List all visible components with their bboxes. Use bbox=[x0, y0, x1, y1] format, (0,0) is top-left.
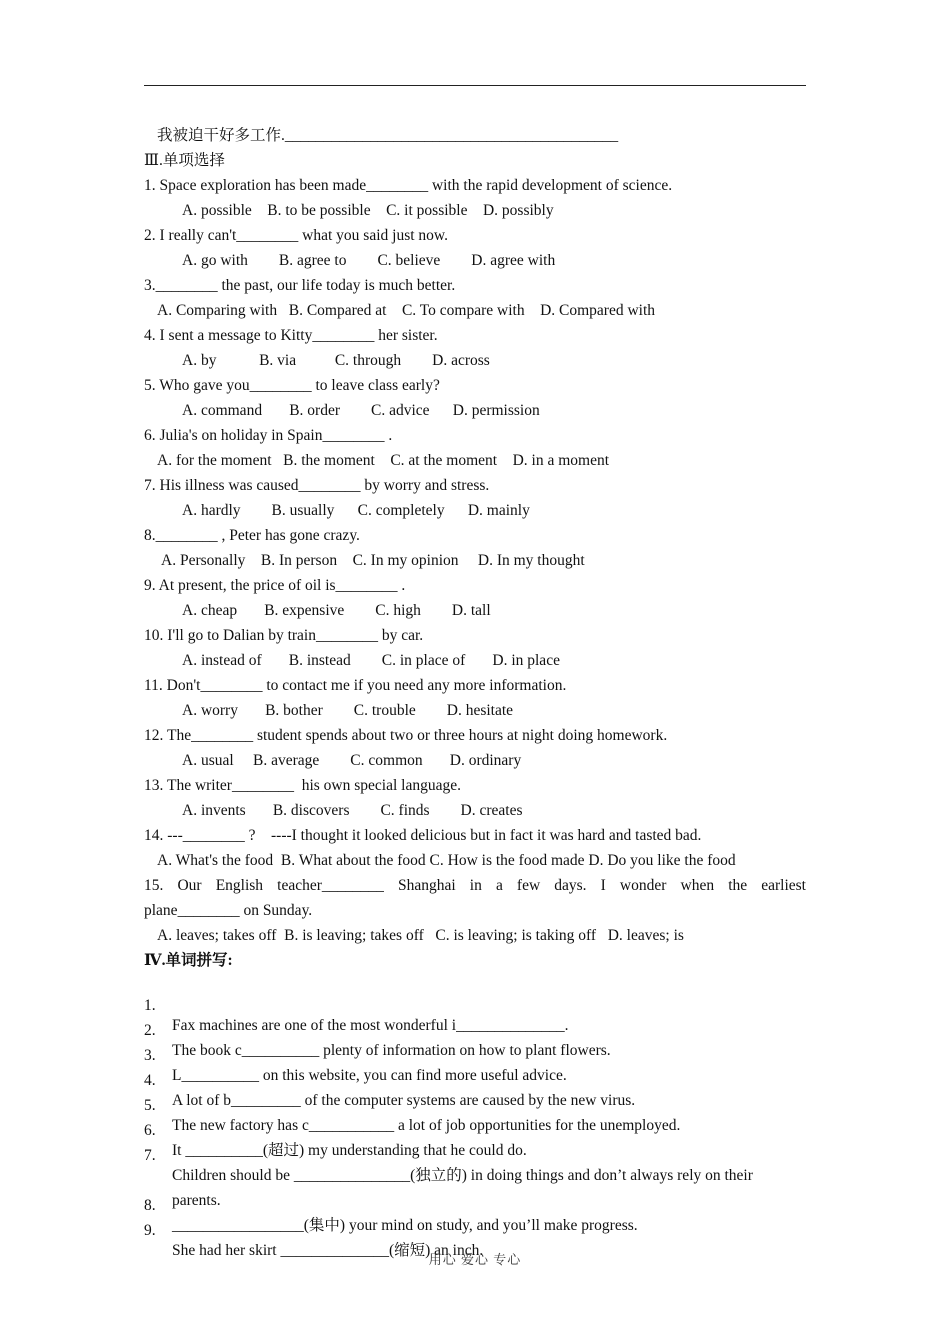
item-number: 7. bbox=[144, 1147, 156, 1164]
item-text: A lot of b_________ of the computer systems are caused by the new virus. bbox=[172, 1092, 636, 1109]
options-9: A. cheap B. expensive C. high D. tall bbox=[182, 602, 491, 619]
item-text: She had her skirt ______________(缩短) an inch. bbox=[172, 1242, 484, 1259]
options-7: A. hardly B. usually C. completely D. mainly bbox=[182, 502, 530, 519]
header-rule bbox=[144, 85, 806, 86]
item-text: Children should be _______________(独立的) in doing things and don’t always rely on their bbox=[172, 1167, 753, 1184]
item-number: 1. bbox=[144, 997, 156, 1014]
question-15-line-2: plane________ on Sunday. bbox=[144, 902, 313, 919]
options-11: A. worry B. bother C. trouble D. hesitate bbox=[182, 702, 514, 719]
options-10: A. instead of B. instead C. in place of D. in place bbox=[182, 652, 560, 669]
question-14: 14. ---________ ? ----I thought it looked delicious but in fact it was hard and tasted bad. bbox=[144, 827, 702, 844]
item-text: parents. bbox=[172, 1192, 221, 1209]
question-15-line-1: 15. Our English teacher________ Shanghai in a few days. I wonder when the earliest bbox=[144, 877, 806, 894]
item-number: 9. bbox=[144, 1222, 156, 1239]
question-2: 2. I really can't________ what you said just now. bbox=[144, 227, 448, 244]
question-10: 10. I'll go to Dalian by train________ by car. bbox=[144, 627, 424, 644]
question-5: 5. Who gave you________ to leave class early? bbox=[144, 377, 440, 394]
item-text: _________________(集中) your mind on study, and you’ll make progress. bbox=[172, 1217, 638, 1234]
item-number: 2. bbox=[144, 1022, 156, 1039]
question-13: 13. The writer________ his own special language. bbox=[144, 777, 461, 794]
options-13: A. invents B. discovers C. finds D. creates bbox=[182, 802, 523, 819]
question-6: 6. Julia's on holiday in Spain________ . bbox=[144, 427, 393, 444]
item-number: 4. bbox=[144, 1072, 156, 1089]
item-text: It __________(超过) my understanding that he could do. bbox=[172, 1142, 527, 1159]
options-3: A. Comparing with B. Compared at C. To compare with D. Compared with bbox=[157, 302, 656, 319]
question-3: 3.________ the past, our life today is much better. bbox=[144, 277, 456, 294]
options-5: A. command B. order C. advice D. permission bbox=[182, 402, 540, 419]
options-14: A. What's the food B. What about the food C. How is the food made D. Do you like the food bbox=[157, 852, 736, 869]
item-number: 5. bbox=[144, 1097, 156, 1114]
item-text: Fax machines are one of the most wonderful i______________. bbox=[172, 1017, 569, 1034]
question-1: 1. Space exploration has been made________ with the rapid development of science. bbox=[144, 177, 673, 194]
options-1: A. possible B. to be possible C. it possible D. possibly bbox=[182, 202, 554, 219]
question-7: 7. His illness was caused________ by worry and stress. bbox=[144, 477, 490, 494]
options-4: A. by B. via C. through D. across bbox=[182, 352, 490, 369]
question-8: 8.________ , Peter has gone crazy. bbox=[144, 527, 360, 544]
options-6: A. for the moment B. the moment C. at the moment D. in a moment bbox=[157, 452, 610, 469]
options-8: A. Personally B. In person C. In my opinion D. In my thought bbox=[161, 552, 585, 569]
question-11: 11. Don't________ to contact me if you need any more information. bbox=[144, 677, 567, 694]
section-3-title: Ⅲ.单项选择 bbox=[144, 152, 225, 169]
item-number: 6. bbox=[144, 1122, 156, 1139]
item-text: The new factory has c___________ a lot of job opportunities for the unemployed. bbox=[172, 1117, 681, 1134]
options-2: A. go with B. agree to C. believe D. agree with bbox=[182, 252, 556, 269]
question-4: 4. I sent a message to Kitty________ her sister. bbox=[144, 327, 438, 344]
item-number: 8. bbox=[144, 1197, 156, 1214]
question-12: 12. The________ student spends about two or three hours at night doing homework. bbox=[144, 727, 668, 744]
question-9: 9. At present, the price of oil is________ . bbox=[144, 577, 406, 594]
item-text: The book c__________ plenty of information on how to plant flowers. bbox=[172, 1042, 611, 1059]
options-15: A. leaves; takes off B. is leaving; takes off C. is leaving; is taking off D. leaves; is bbox=[157, 927, 684, 944]
intro-line: 我被迫干好多工作.___________________________________________ bbox=[157, 127, 619, 144]
item-number: 3. bbox=[144, 1047, 156, 1064]
page-footer: 用心 爱心 专心 bbox=[428, 1252, 522, 1267]
section-4-title: Ⅳ.单词拼写: bbox=[144, 952, 233, 969]
options-12: A. usual B. average C. common D. ordinary bbox=[182, 752, 522, 769]
item-text: L__________ on this website, you can find more useful advice. bbox=[172, 1067, 567, 1084]
